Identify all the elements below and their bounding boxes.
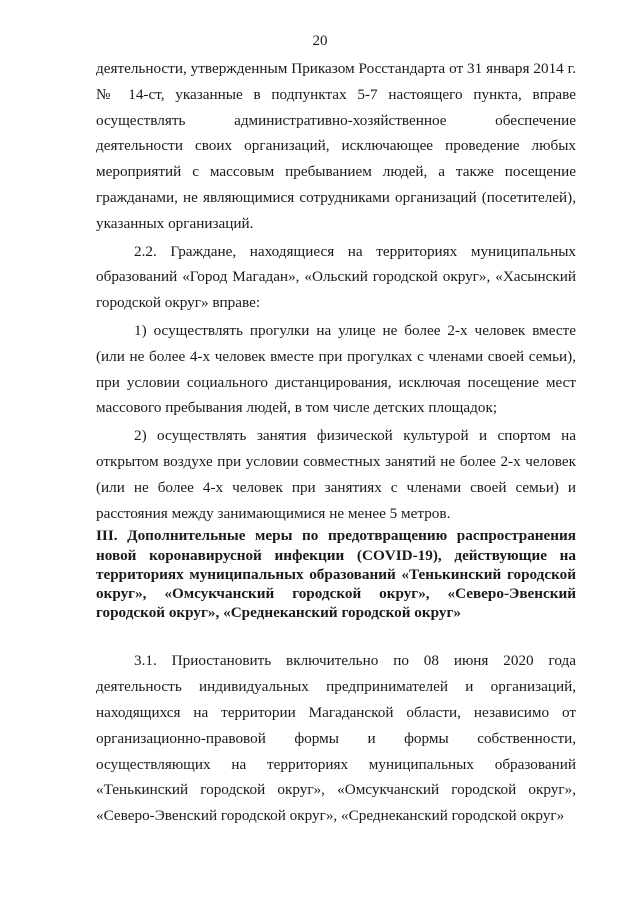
- paragraph-2-2: 2.2. Граждане, находящиеся на территориях муниципальных образований «Город Магадан», «Ольский городской округ», «Хасынский городской округ» вправе:: [96, 242, 576, 312]
- paragraph-item-2: 2) осуществлять занятия физической культурой и спортом на открытом воздухе при условии совместных занятий не более 2-х человек (или не более 4-х человек при занятиях с членами своей семьи) и расстояния между занимающимися не менее 5 метров.: [96, 427, 576, 522]
- paragraph-continuation: деятельности, утвержденным Приказом Росстандарта от 31 января 2014 г. № 14-ст, указанные в подпунктах 5-7 настоящего пункта, вправе осуществлять административно-хозяйственное обеспечение деятельности своих организаций, исключающее проведение любых мероприятий с массовым пребыванием людей, а также посещение гражданами, не являющимися сотрудниками организаций (посетителей), указанных организаций.: [96, 60, 576, 232]
- paragraph-item-1: 1) осуществлять прогулки на улице не более 2-х человек вместе (или не более 4-х человек вместе при прогулках с членами своей семьи), при условии социального дистанцирования, исключая посещение мест массового пребывания людей, в том числе детских площадок;: [96, 321, 576, 417]
- section-heading-iii: III. Дополнительные меры по предотвращению распространения новой коронавирусной инфекции (COVID-19), действующие на территориях муниципальных образований «Тенькинский городской округ», «Омсукчанский городской округ», «Северо-Эвенский городской округ», «Среднеканский городской округ»: [96, 527, 576, 622]
- document-body: [96, 56, 576, 829]
- paragraph-3-1: 3.1. Приостановить включительно по 08 июня 2020 года деятельность индивидуальных предпринимателей и организаций, находящихся на территории Магаданской области, независимо от организационно-правовой формы и формы собственности, осуществляющих на территориях муниципальных образований «Тенькинский городской округ», «Омсукчанский городской округ», «Северо-Эвенский городской округ», «Среднеканский городской округ»: [96, 652, 576, 825]
- page-number: 20: [312, 33, 328, 49]
